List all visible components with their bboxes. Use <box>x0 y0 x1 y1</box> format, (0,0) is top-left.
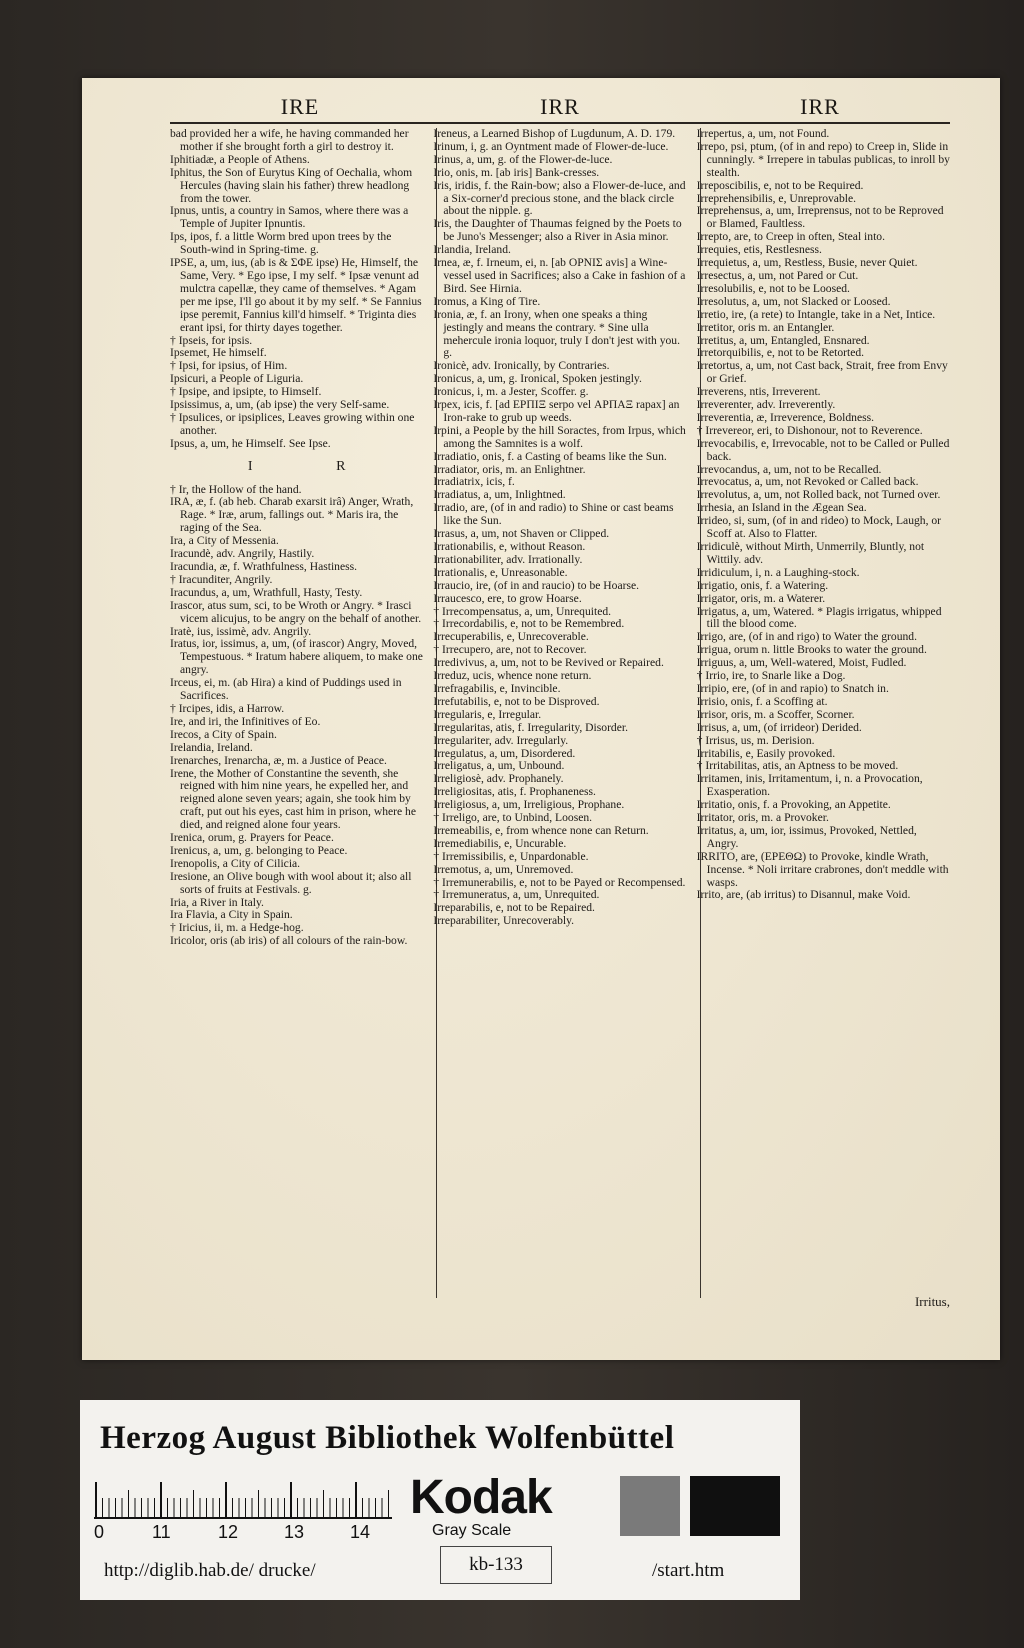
dictionary-entry: Irregulariter, adv. Irregularly. <box>433 733 569 747</box>
dictionary-entry: IRA, æ, f. (ab heb. Charab exarsit irâ) Anger, Wrath, Rage. * Iræ, arum, fallings out. * Maris ira, the raging of the Sea. <box>170 495 414 535</box>
dictionary-entry: Irregularis, e, Irregular. <box>433 707 542 721</box>
kodak-logo: Kodak <box>410 1471 552 1524</box>
dictionary-entry: † Irrecupero, are, not to Recover. <box>433 643 587 657</box>
dictionary-entry: Irpex, icis, f. [ad ΕΡΠΙΞ serpo vel ΑΡΠΑΞ rapax] an Iron-rake to grub up weeds. <box>433 398 680 424</box>
dictionary-entry: † Iracunditer, Angrily. <box>170 572 273 586</box>
dictionary-entry: Irretorquibilis, e, not to be Retorted. <box>696 346 865 360</box>
dictionary-entry: Iracundus, a, um, Wrathfull, Hasty, Testy. <box>170 585 363 599</box>
dictionary-entry: Irraucesco, ere, to grow Hoarse. <box>433 591 582 605</box>
dictionary-entry: Irrito, are, (ab irritus) to Disannul, make Void. <box>696 888 911 902</box>
dictionary-entry: Irretio, ire, (a rete) to Intangle, take in a Net, Intice. <box>696 307 936 321</box>
dictionary-entry: Irrationabiliter, adv. Irrationally. <box>433 552 583 566</box>
dictionary-entry: Irrisor, oris, m. a Scoffer, Scorner. <box>696 707 855 721</box>
dictionary-entry: Irresolubilis, e, not to be Loosed. <box>696 281 850 295</box>
start-path: /start.htm <box>652 1560 725 1581</box>
dictionary-entry: Irremotus, a, um, Unremoved. <box>433 862 574 876</box>
dictionary-entry: † Irreligo, are, to Unbind, Loosen. <box>433 811 593 825</box>
dictionary-entry: Iratus, ior, issimus, a, um, (of irascor) Angry, Moved, Tempestuous. * Iratum habere aliquem, to make one angry. <box>170 637 423 677</box>
library-url: http://diglib.hab.de/ drucke/ <box>104 1560 316 1581</box>
dictionary-entry: Irridiculè, without Mirth, Unmerrily, Bluntly, not Wittily. adv. <box>696 540 925 566</box>
dictionary-columns <box>170 128 950 1308</box>
dictionary-entry: Irrefutabilis, e, not to be Disproved. <box>433 694 600 708</box>
dictionary-entry: † Irremissibilis, e, Unpardonable. <box>433 849 589 863</box>
dictionary-entry: Irrationalis, e, Unreasonable. <box>433 565 568 579</box>
dictionary-entry: Irrationabilis, e, without Reason. <box>433 540 586 553</box>
dictionary-entry: Ire, and iri, the Infinitives of Eo. <box>170 714 321 728</box>
dictionary-entry: Iracundia, æ, f. Wrathfulness, Hastiness. <box>170 560 358 573</box>
dictionary-entry: Ipsissimus, a, um, (ab ipse) the very Self-same. <box>170 398 390 412</box>
dictionary-entry: † Irrevereor, eri, to Dishonour, not to Reverence. <box>696 423 923 437</box>
dictionary-entry: Irresectus, a, um, not Pared or Cut. <box>696 268 859 282</box>
dictionary-entry: Ireneus, a Learned Bishop of Lugdunum, A. D. 179. <box>433 128 676 140</box>
dictionary-entry: Ipnus, untis, a country in Samos, where there was a Temple of Jupiter Ipnuntis. <box>170 204 409 231</box>
dictionary-entry: Irregularitas, atis, f. Irregularity, Disorder. <box>433 720 628 734</box>
dictionary-entry: Irrasus, a, um, not Shaven or Clipped. <box>433 527 610 541</box>
dictionary-entry: Irrecuperabilis, e, Unrecoverable. <box>433 630 589 644</box>
dictionary-entry: Irripio, ere, (of in and rapio) to Snatch in. <box>696 681 889 695</box>
column-middle <box>433 128 686 1308</box>
dictionary-entry: † Ipsi, for ipsius, of Him. <box>170 359 288 373</box>
dictionary-entry: Irrigator, oris, m. a Waterer. <box>696 591 826 605</box>
dictionary-entry: Irpini, a People by the hill Soractes, from Irpus, which among the Samnites is a wolf. <box>433 423 686 450</box>
dictionary-entry: Irceus, ei, m. (ab Hira) a kind of Puddings used in Sacrifices. <box>170 676 402 703</box>
dictionary-entry: Irrisio, onis, f. a Scoffing at. <box>696 694 828 708</box>
dictionary-entry: Irriguus, a, um, Well-watered, Moist, Fudled. <box>696 656 907 670</box>
running-head-right: IRR <box>800 94 840 119</box>
dictionary-entry: Ips, ipos, f. a little Worm bred upon trees by the South-wind in Spring-time. g. <box>170 230 392 257</box>
dictionary-entry: Irretitus, a, um, Entangled, Ensnared. <box>696 333 870 347</box>
dictionary-entry: Irreprehensus, a, um, Irreprensus, not to be Reproved or Blamed, Faultless. <box>696 204 944 231</box>
dictionary-entry: Irredivivus, a, um, not to be Revived or Repaired. <box>433 656 664 670</box>
dictionary-entry: Irreligatus, a, um, Unbound. <box>433 759 565 773</box>
dictionary-entry: † Ipsulices, or ipsiplices, Leaves growing within one another. <box>170 410 415 437</box>
dictionary-entry: Irrigo, are, (of in and rigo) to Water the ground. <box>696 630 918 644</box>
dictionary-entry: Iricolor, oris (ab iris) of all colours of the rain-bow. <box>170 934 408 948</box>
dictionary-entry: Irradio, are, (of in and radio) to Shine or cast beams like the Sun. <box>433 501 674 528</box>
dictionary-entry: Iphitiadæ, a People of Athens. <box>170 152 310 166</box>
dictionary-entry: Irradiator, oris, m. an Enlightner. <box>433 462 586 476</box>
dictionary-entry: Iris, the Daughter of Thaumas feigned by the Poets to be Juno's Messenger; also a River in Asia minor. <box>433 217 682 244</box>
dictionary-entry: Irritatus, a, um, ior, issimus, Provoked, Nettled, Angry. <box>696 823 917 850</box>
dictionary-entry: IPSE, a, um, ius, (ab is & ΣΦΕ ipse) He, Himself, the Same, Very. * Ego ipse, I my self. * Ipsæ venunt ad mulctra capellæ, they came of themselves. * Agam per me ipse, I'll go about it by my self. * Se Fannius ipse peremit, Fannius kill'd himself. * Triginta dies erant ipsi, for thirty dayes together. <box>170 256 422 334</box>
dictionary-entry: † Ipseis, for ipsis. <box>170 333 253 347</box>
dictionary-entry: Irremediabilis, e, Uncurable. <box>433 836 567 850</box>
dictionary-entry: Irnea, æ, f. Irneum, ei, n. [ab ΟΡΝΙΣ avis] a Wine-vessel used in Sacrifices; also a Cake in fashion of a Bird. See Hirnia. <box>433 256 686 295</box>
dictionary-entry: Irreverens, ntis, Irreverent. <box>696 385 821 399</box>
dictionary-entry: Irreligiositas, atis, f. Prophaneness. <box>433 785 596 799</box>
dictionary-entry: Iris, iridis, f. the Rain-bow; also a Flower-de-luce, and a Six-corner'd precious stone, and the black circle about the nipple. g. <box>433 178 686 218</box>
dictionary-entry: Irreverentia, æ, Irreverence, Boldness. <box>696 410 875 424</box>
library-title: Herzog August Bibliothek Wolfenbüttel <box>100 1420 675 1456</box>
dictionary-entry: Ira, a City of Messenia. <box>170 534 279 548</box>
running-head-left: IRE <box>280 94 320 119</box>
dictionary-entry: Irrequies, etis, Restlesness. <box>696 243 822 257</box>
gray-scale-label: Gray Scale <box>432 1522 512 1539</box>
dictionary-entry: Irio, onis, m. [ab iris] Bank-cresses. <box>433 165 600 179</box>
dictionary-entry: Irridiculum, i, n. a Laughing-stock. <box>696 565 860 579</box>
section-letter-head: I R <box>247 458 386 474</box>
dictionary-entry: † Ircipes, idis, a Harrow. <box>170 701 285 715</box>
dictionary-entry: Iratè, ius, issimè, adv. Angrily. <box>170 624 312 638</box>
dictionary-entry: Irinus, a, um, g. of the Flower-de-luce. <box>433 152 613 166</box>
ruler-number: 0 <box>94 1522 105 1542</box>
dictionary-entry: Irrepertus, a, um, not Found. <box>696 128 830 140</box>
dictionary-entry: Irrhesia, an Island in the Ægean Sea. <box>696 501 867 515</box>
dictionary-entry: Ironicus, a, um, g. Ironical, Spoken jestingly. <box>433 372 642 386</box>
dictionary-entry: † Iricius, ii, m. a Hedge-hog. <box>170 921 304 935</box>
dictionary-entry: † Irremuneratus, a, um, Unrequited. <box>433 888 600 902</box>
dictionary-entry: Irresolutus, a, um, not Slacked or Loosed. <box>696 294 891 308</box>
dictionary-entry: Iracundè, adv. Angrily, Hastily. <box>170 547 315 561</box>
dictionary-entry: Irreposcibilis, e, not to be Required. <box>696 178 864 192</box>
dictionary-entry: Ipsicuri, a People of Liguria. <box>170 372 304 386</box>
dictionary-entry: Irrisus, a, um, (of irrideor) Derided. <box>696 720 862 734</box>
dictionary-entry: Irinum, i, g. an Oyntment made of Flower-de-luce. <box>433 139 669 153</box>
dictionary-entry: Irrepo, psi, ptum, (of in and repo) to Creep in, Slide in cunningly. * Irrepere in tabulas publicas, to inroll by stealth. <box>696 139 950 179</box>
column-right <box>697 128 950 1308</box>
ruler-number: 11 <box>152 1522 171 1542</box>
dictionary-entry: † Irrecompensatus, a, um, Unrequited. <box>433 604 612 618</box>
dictionary-entry: Irregulatus, a, um, Disordered. <box>433 746 576 760</box>
dictionary-entry: Irritatio, onis, f. a Provoking, an Appetite. <box>696 798 891 812</box>
dictionary-entry: Irretitor, oris m. an Entangler. <box>696 320 835 334</box>
dictionary-entry: Irecos, a City of Spain. <box>170 727 277 741</box>
dictionary-entry: Irreligiosus, a, um, Irreligious, Prophane. <box>433 798 625 812</box>
dictionary-entry: Irritabilis, e, Easily provoked. <box>696 746 836 760</box>
dictionary-entry: Irlandia, Ireland. <box>433 243 511 257</box>
dictionary-entry: Iresione, an Olive bough with wool about it; also all sorts of fruits at Festivals. g. <box>170 869 412 896</box>
dictionary-entry: Ira Flavia, a City in Spain. <box>170 908 293 922</box>
dictionary-entry: Ironia, æ, f. an Irony, when one speaks a thing jestingly and means the contrary. * Sine ulla mehercule ironia loquor, truly I don't jest with you. g. <box>433 307 680 360</box>
dictionary-entry: † Irritabilitas, atis, an Aptness to be moved. <box>696 759 899 773</box>
dictionary-entry: Irascor, atus sum, sci, to be Wroth or Angry. * Irasci vicem alicujus, to be angry on the behalf of another. <box>170 598 422 625</box>
catchword: Irritus, <box>914 1294 950 1309</box>
dictionary-entry: Irrigatus, a, um, Watered. * Plagis irrigatus, whipped till the blood come. <box>696 604 942 631</box>
scale-ruler <box>94 1480 394 1520</box>
dictionary-entry: Irelandia, Ireland. <box>170 740 253 754</box>
dictionary-entry: Irritator, oris, m. a Provoker. <box>696 811 829 825</box>
dictionary-entry: Irenicus, a, um, g. belonging to Peace. <box>170 843 348 857</box>
dictionary-entry: Irene, the Mother of Constantine the seventh, she reigned with him nine years, he expelled her, and reigned alone seven years; again, she took him by craft, put out his eyes, cast him in prison, where he died, and reigned alone four years. <box>170 766 417 832</box>
dictionary-entry: Irrevocabilis, e, Irrevocable, not to be Called or Pulled back. <box>696 436 950 463</box>
dictionary-entry: † Irrio, ire, to Snarle like a Dog. <box>696 669 846 683</box>
dictionary-entry: † Irremunerabilis, e, not to be Payed or Recompensed. <box>433 875 686 889</box>
ruler-number: 12 <box>218 1522 239 1542</box>
shelf-code: kb-133 <box>440 1546 552 1584</box>
dictionary-entry: Irenarches, Irenarcha, æ, m. a Justice of Peace. <box>170 753 387 767</box>
library-target-card <box>80 1400 800 1600</box>
ruler-numbers <box>94 1522 394 1542</box>
dictionary-entry: Irradiatus, a, um, Inlightned. <box>433 488 566 502</box>
dictionary-entry: Irremeabilis, e, from whence none can Return. <box>433 823 649 837</box>
ruler-number: 14 <box>350 1522 371 1542</box>
dictionary-entry: Irreligiosè, adv. Prophanely. <box>433 772 564 786</box>
running-head-center: IRR <box>540 94 580 119</box>
dictionary-entry: bad provided her a wife, he having commanded her mother if she brought forth a girl to destroy it. <box>170 128 409 153</box>
column-left <box>170 128 423 1308</box>
dictionary-entry: Irrevocandus, a, um, not to be Recalled. <box>696 462 882 476</box>
dictionary-entry: Irreparabiliter, Unrecoverably. <box>433 914 575 928</box>
gray-swatch <box>620 1476 680 1536</box>
dictionary-entry: Ipsemet, He himself. <box>170 346 267 360</box>
dictionary-entry: Irrevolutus, a, um, not Rolled back, not Turned over. <box>696 488 941 502</box>
dictionary-entry: Irreverenter, adv. Irreverently. <box>696 398 836 412</box>
ruler-number: 13 <box>284 1522 305 1542</box>
dictionary-entry: IRRITO, are, (ΕΡΕΘΩ) to Provoke, kindle Wrath, Incense. * Noli irritare crabrones, don't meddle with wasps. <box>696 849 949 889</box>
running-head-rule <box>170 122 950 124</box>
dictionary-entry: † Ipsipe, and ipsipte, to Himself. <box>170 385 322 399</box>
dictionary-entry: Irrepto, are, to Creep in often, Steal into. <box>696 230 885 244</box>
dictionary-entry: Irenica, orum, g. Prayers for Peace. <box>170 831 334 845</box>
dictionary-entry: Irradiatrix, icis, f. <box>433 475 515 489</box>
dictionary-entry: Iria, a River in Italy. <box>170 895 264 909</box>
dictionary-entry: Irraucio, ire, (of in and raucio) to be Hoarse. <box>433 578 640 592</box>
dictionary-entry: Irrefragabilis, e, Invincible. <box>433 681 561 695</box>
dictionary-entry: Iphitus, the Son of Eurytus King of Oechalia, whom Hercules (having slain his father) threw headlong from the tower. <box>170 165 413 205</box>
dictionary-entry: † Ir, the Hollow of the hand. <box>170 482 302 496</box>
dictionary-entry: Irreparabilis, e, not to be Repaired. <box>433 901 595 915</box>
dictionary-entry: † Irrecordabilis, e, not to be Remembred. <box>433 617 625 631</box>
dictionary-entry: Irrideo, si, sum, (of in and rideo) to Mock, Laugh, or Scoff at. Also to Flatter. <box>696 514 942 541</box>
dictionary-entry: Irritamen, inis, Irritamentum, i, n. a Provocation, Exasperation. <box>696 772 923 799</box>
dictionary-entry: Ironicè, adv. Ironically, by Contraries. <box>433 359 610 373</box>
dictionary-entry: Irrequietus, a, um, Restless, Busie, never Quiet. <box>696 256 918 270</box>
dictionary-entry: Irretortus, a, um, not Cast back, Strait, free from Envy or Grief. <box>696 359 948 386</box>
dictionary-entry: Irenopolis, a City of Cilicia. <box>170 856 301 870</box>
black-swatch <box>690 1476 780 1536</box>
dictionary-entry: Irrigatio, onis, f. a Watering. <box>696 578 829 592</box>
dictionary-entry: Irrigua, orum n. little Brooks to water the ground. <box>696 643 927 657</box>
dictionary-entry: Ironicus, i, m. a Jester, Scoffer. g. <box>433 385 589 399</box>
dictionary-entry: Irrevocatus, a, um, not Revoked or Called back. <box>696 475 919 489</box>
dictionary-entry: Irreduz, ucis, whence none return. <box>433 669 592 683</box>
dictionary-entry: Iromus, a King of Tire. <box>433 294 541 308</box>
dictionary-entry: † Irrisus, us, m. Derision. <box>696 733 815 747</box>
dictionary-entry: Irradiatio, onis, f. a Casting of beams like the Sun. <box>433 449 667 463</box>
dictionary-entry: Irreprehensibilis, e, Unreprovable. <box>696 191 857 205</box>
running-head <box>170 88 950 120</box>
dictionary-entry: Ipsus, a, um, he Himself. See Ipse. <box>170 436 331 450</box>
